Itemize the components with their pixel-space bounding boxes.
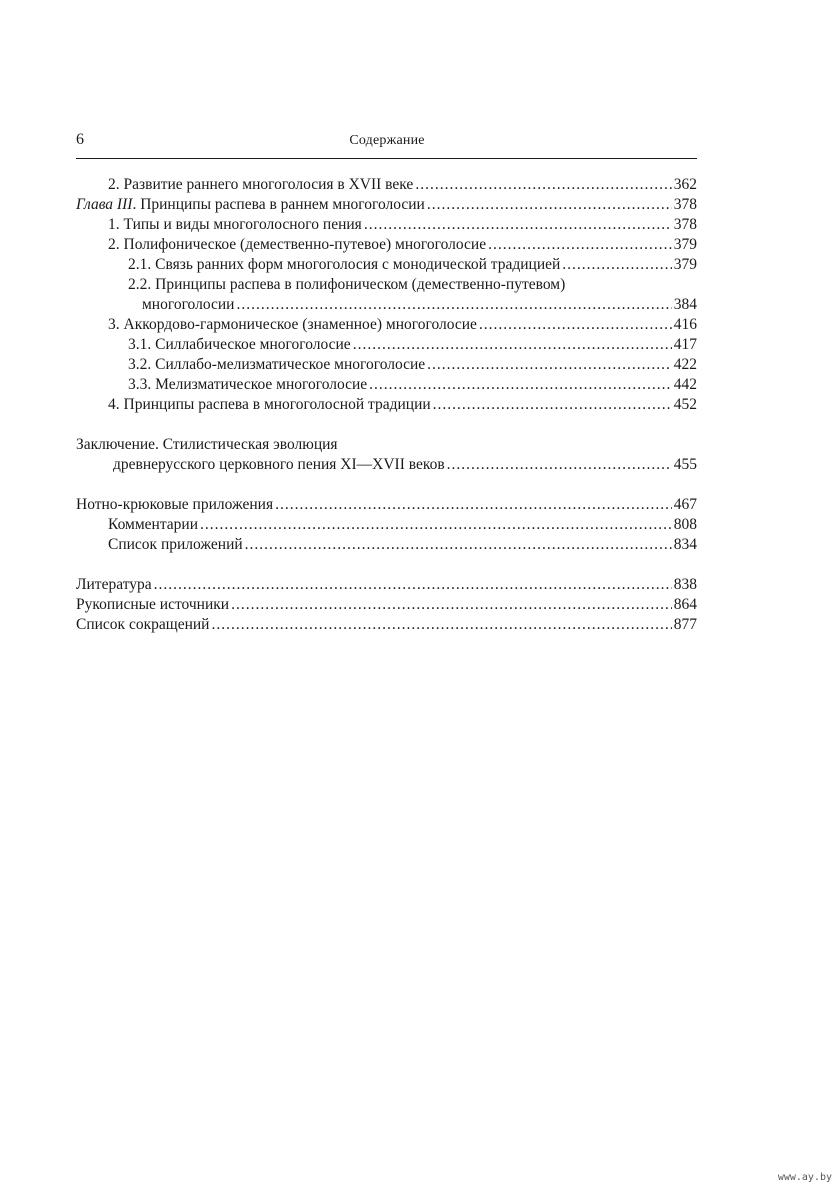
toc-entry-title: Рукописные источники bbox=[76, 596, 230, 613]
toc-entry-title: 1. Типы и виды многоголосного пения bbox=[108, 216, 362, 233]
toc-leader-dots bbox=[275, 495, 672, 515]
toc-entry-page: 452 bbox=[673, 396, 697, 413]
toc-entry-page: 379 bbox=[673, 236, 697, 253]
toc-entry bbox=[76, 175, 697, 195]
toc-entry bbox=[76, 355, 697, 375]
toc-leader-dots bbox=[154, 575, 672, 595]
toc-entry-title: 2.1. Связь ранних форм многоголосия с монодической традицией bbox=[128, 256, 561, 273]
toc-entry-chapter bbox=[76, 195, 697, 215]
toc-leader-dots bbox=[364, 215, 672, 235]
toc-entry-page: 378 bbox=[673, 196, 697, 213]
toc-entry bbox=[76, 255, 697, 275]
toc-entry bbox=[76, 375, 697, 395]
toc-entry-title bbox=[76, 195, 425, 215]
toc-entry bbox=[76, 515, 697, 535]
toc-leader-dots bbox=[231, 595, 672, 615]
toc-entry-title-line1: Заключение. Стилистическая эволюция bbox=[76, 436, 338, 453]
toc-leader-dots bbox=[488, 235, 672, 255]
toc-entry-title: 3.1. Силлабическое многоголосие bbox=[128, 336, 351, 353]
toc-leader-dots bbox=[245, 535, 672, 555]
toc-leader-dots bbox=[427, 355, 672, 375]
toc-leader-dots bbox=[562, 255, 671, 275]
toc-entry bbox=[76, 455, 697, 475]
toc-entry-page: 808 bbox=[673, 516, 697, 533]
table-of-contents bbox=[76, 175, 697, 635]
chapter-label: Глава III bbox=[76, 196, 133, 213]
toc-entry bbox=[76, 335, 697, 355]
toc-entry-page: 467 bbox=[673, 496, 697, 513]
page-number: 6 bbox=[76, 131, 84, 148]
toc-entry-title: многоголосии bbox=[142, 296, 235, 313]
toc-entry bbox=[76, 215, 697, 235]
toc-entry bbox=[76, 295, 697, 315]
toc-entry bbox=[76, 575, 697, 595]
toc-entry bbox=[76, 395, 697, 415]
toc-entry bbox=[76, 495, 697, 515]
toc-leader-dots bbox=[200, 515, 672, 535]
toc-entry bbox=[76, 535, 697, 555]
toc-entry-page: 379 bbox=[673, 256, 697, 273]
toc-entry-title: 4. Принципы распева в многоголосной традиции bbox=[108, 396, 431, 413]
toc-entry-page: 417 bbox=[673, 336, 697, 353]
toc-entry bbox=[76, 615, 697, 635]
toc-entry bbox=[76, 315, 697, 335]
toc-leader-dots bbox=[433, 395, 672, 415]
toc-entry-title-line1: 2.2. Принципы распева в полифоническом (демественно-путевом) bbox=[128, 276, 566, 293]
toc-entry-page: 384 bbox=[673, 296, 697, 313]
toc-entry-title: Нотно-крюковые приложения bbox=[76, 496, 274, 513]
toc-entry-title: Комментарии bbox=[108, 516, 198, 533]
toc-entry-title: 3. Аккордово-гармоническое (знаменное) многоголосие bbox=[108, 316, 477, 333]
spacer bbox=[76, 415, 697, 435]
toc-leader-dots bbox=[369, 375, 672, 395]
toc-entry-title: Список приложений bbox=[108, 536, 243, 553]
running-title: Содержание bbox=[349, 133, 425, 148]
toc-entry-page: 864 bbox=[673, 596, 697, 613]
watermark: www.ay.by bbox=[777, 1172, 832, 1183]
toc-leader-dots bbox=[427, 195, 672, 215]
toc-entry-title: Список сокращений bbox=[76, 616, 210, 633]
toc-leader-dots bbox=[447, 455, 672, 475]
toc-entry-page: 442 bbox=[673, 376, 697, 393]
toc-leader-dots bbox=[415, 175, 671, 195]
toc-entry-page: 834 bbox=[673, 536, 697, 553]
toc-leader-dots bbox=[353, 335, 672, 355]
chapter-title: . Принципы распева в раннем многоголосии bbox=[132, 196, 425, 213]
spacer bbox=[76, 475, 697, 495]
toc-leader-dots bbox=[211, 615, 671, 635]
toc-entry bbox=[76, 595, 697, 615]
toc-entry-page: 416 bbox=[673, 316, 697, 333]
toc-entry-title: 2. Развитие раннего многоголосия в XVII веке bbox=[108, 176, 414, 193]
toc-entry-title: 3.2. Силлабо-мелизматическое многоголосие bbox=[128, 356, 426, 373]
toc-leader-dots bbox=[479, 315, 672, 335]
toc-entry-title: 2. Полифоническое (демественно-путевое) многоголосие bbox=[108, 236, 487, 253]
toc-entry-title: Литература bbox=[76, 576, 152, 593]
toc-entry-page: 877 bbox=[673, 616, 697, 633]
toc-entry-title: древнерусского церковного пения XI—XVII веков bbox=[113, 456, 445, 473]
toc-entry-page: 838 bbox=[673, 576, 697, 593]
toc-entry-page: 455 bbox=[673, 456, 697, 473]
spacer bbox=[76, 555, 697, 575]
toc-entry-page: 422 bbox=[673, 356, 697, 373]
toc-leader-dots bbox=[236, 295, 671, 315]
toc-entry-page: 362 bbox=[673, 176, 697, 193]
header-rule bbox=[76, 158, 697, 159]
toc-entry-page: 378 bbox=[673, 216, 697, 233]
toc-entry-title: 3.3. Мелизматическое многоголосие bbox=[128, 376, 368, 393]
toc-entry bbox=[76, 235, 697, 255]
